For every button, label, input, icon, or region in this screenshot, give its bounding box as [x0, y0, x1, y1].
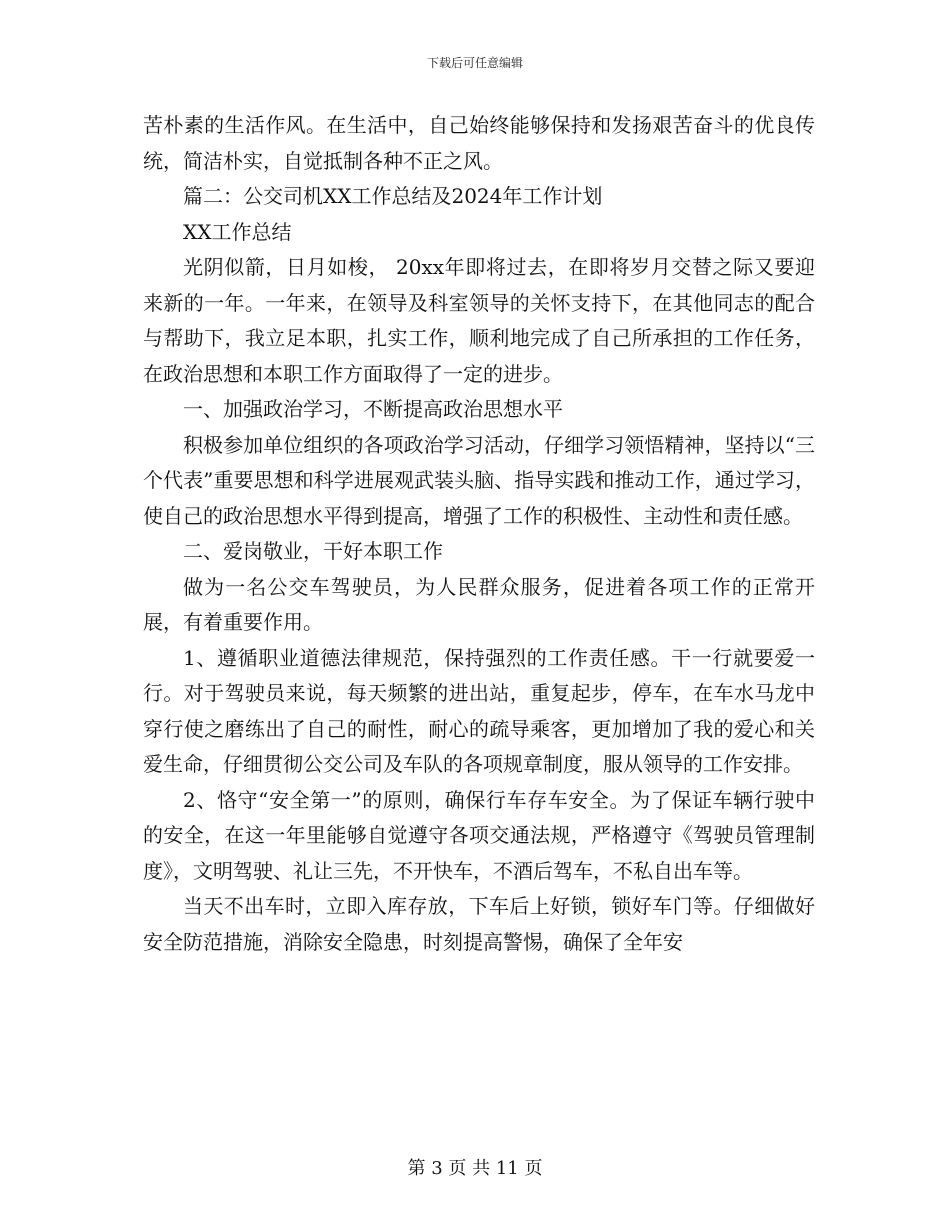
section-title: 篇二：公交司机XX工作总结及2024年工作计划: [183, 184, 603, 208]
heading: 二、爱岗敬业，干好本职工作: [183, 539, 443, 563]
paragraph: 做为一名公交车驾驶员，为人民群众服务，促进着各项工作的正常开展，有着重要作用。: [143, 574, 815, 634]
paragraph: 2、恪守“安全第一”的原则，确保行车存车安全。为了保证车辆行驶中的安全，在这一年里能够自觉遵守各项交通法规，严格遵守《驾驶员管理制度》，文明驾驶、礼让三先，不开快车，不酒后驾车，不私自出车等。: [143, 787, 815, 883]
paragraph: 苦朴素的生活作风。在生活中，自己始终能够保持和发扬艰苦奋斗的优良传统，简洁朴实，自觉抵制各种不正之风。: [143, 113, 815, 173]
section-subtitle: XX工作总结: [183, 219, 292, 244]
document-body: [143, 108, 815, 960]
paragraph: 积极参加单位组织的各项政治学习活动，仔细学习领悟精神，坚持以“三个代表”重要思想和科学进展观武装头脑、指导实践和推动工作，通过学习，使自己的政治思想水平得到提高，增强了工作的积极性、主动性和责任感。: [143, 432, 815, 528]
paragraph: 当天不出车时，立即入库存放，下车后上好锁，锁好车门等。仔细做好安全防范措施，消除安全隐患，时刻提高警惕，确保了全年安: [143, 894, 815, 954]
heading: 一、加强政治学习，不断提高政治思想水平: [183, 397, 563, 421]
page-header: 下载后可任意编辑: [426, 56, 523, 70]
paragraph: 光阴似箭，日月如梭， 20xx年即将过去，在即将岁月交替之际又要迎来新的一年。一年来，在领导及科室领导的关怀支持下，在其他同志的配合与帮助下，我立足本职，扎实工作，顺利地完成了自己所承担的工作任务，在政治思想和本职工作方面取得了一定的进步。: [143, 255, 815, 386]
paragraph: 1、遵循职业道德法律规范，保持强烈的工作责任感。干一行就要爱一行。对于驾驶员来说，每天频繁的进出站，重复起步，停车，在车水马龙中穿行使之磨练出了自己的耐性，耐心的疏导乘客，更加增加了我的爱心和关爱生命，仔细贯彻公交公司及车队的各项规章制度，服从领导的工作安排。: [143, 645, 815, 776]
page-footer: 第 3 页 共 11 页: [407, 1158, 543, 1179]
